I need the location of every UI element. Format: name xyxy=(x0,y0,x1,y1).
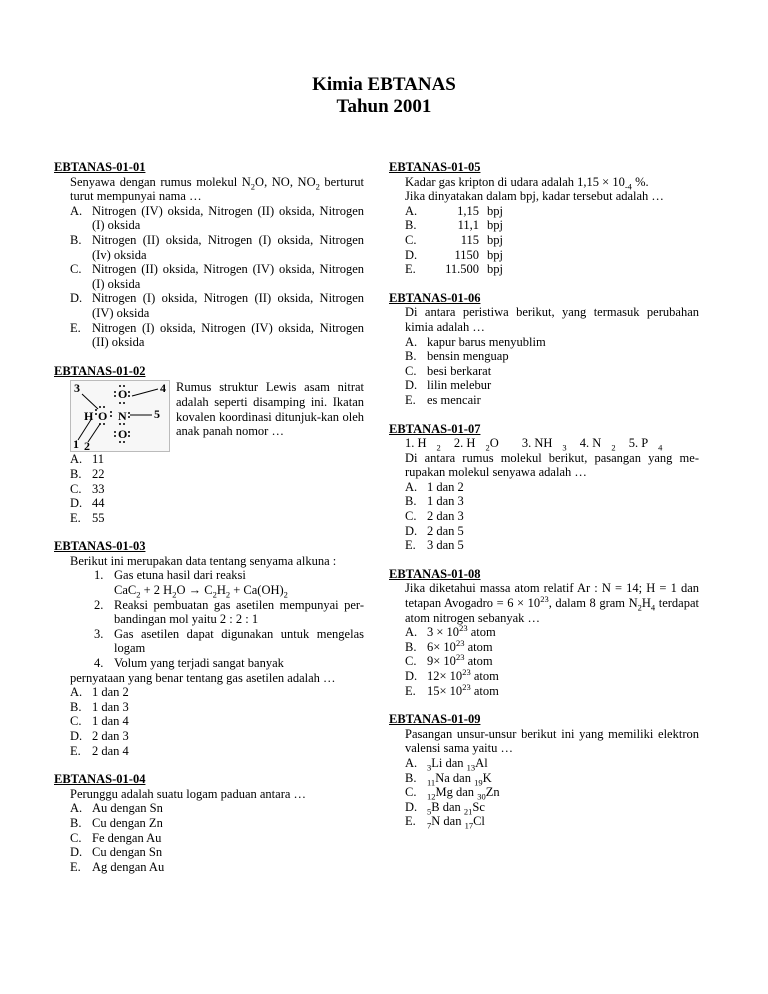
option-letter: E. xyxy=(70,510,81,525)
option-text: Nitrogen (I) oksida, Nitrogen (II) oksida, Nitrogen (IV) oksida xyxy=(92,291,364,320)
option-text: lilin melebur xyxy=(427,378,492,393)
answer-option xyxy=(389,800,699,815)
answer-option xyxy=(54,204,364,233)
option-letter: C. xyxy=(405,363,417,378)
lewis-row xyxy=(54,380,364,452)
option-text: $_{12}$Mg dan $_{30}$Zn xyxy=(427,785,500,802)
option-text: 2 dan 5 xyxy=(427,523,464,538)
answer-option xyxy=(54,729,364,744)
answer-option xyxy=(389,681,699,699)
question-01-07 xyxy=(389,422,699,553)
option-letter: E. xyxy=(70,320,81,335)
molecule-5: 5. P $_4$ xyxy=(628,436,663,453)
option-text: 3 dan 5 xyxy=(427,538,464,553)
option-text: Au dengan Sn xyxy=(92,801,163,816)
question-heading: EBTANAS-01-01 xyxy=(54,160,146,174)
answer-option xyxy=(54,714,364,729)
option-letter: B. xyxy=(405,494,417,509)
question-intro: Berikut ini merupakan data tentang senyama alkuna : xyxy=(70,553,337,568)
answer-option xyxy=(54,744,364,759)
option-text: $6\times 10^{23}$ atom xyxy=(427,637,493,654)
answer-option xyxy=(389,218,699,233)
option-letter: B. xyxy=(70,466,82,481)
answer-option xyxy=(54,511,364,526)
option-text: 22 xyxy=(92,466,105,481)
option-text: 1 dan 2 xyxy=(427,479,464,494)
atom-h: H xyxy=(84,409,94,424)
answer-option xyxy=(389,637,699,655)
option-text: 1 dan 3 xyxy=(427,494,464,509)
item-text: Reaksi pembuatan gas asetilen mempunyai per-bandingan mol yaitu 2 : 2 : 1 xyxy=(114,597,364,627)
answer-option xyxy=(389,335,699,350)
answer-option xyxy=(389,625,699,640)
item-number: 2. xyxy=(94,597,104,612)
option-letter: B. xyxy=(405,639,417,654)
option-value: 11,1 xyxy=(457,218,479,233)
statement-item xyxy=(54,627,364,656)
option-text: besi berkarat xyxy=(427,363,492,378)
option-letter: C. xyxy=(405,654,417,669)
eq-part: CaC xyxy=(114,583,137,598)
option-text: Nitrogen (IV) oksida, Nitrogen (II) oksida, Nitrogen (I) oksida xyxy=(92,203,364,233)
question-01-01 xyxy=(54,160,364,350)
option-value: 115 xyxy=(460,232,479,247)
option-letter: C. xyxy=(70,481,82,496)
answer-option xyxy=(54,845,364,860)
answer-option xyxy=(54,482,364,497)
option-letter: C. xyxy=(405,232,417,247)
question-stem: Di antara peristiwa berikut, yang termasuk perubahan kimia adalah … xyxy=(405,305,699,334)
option-text: $_3$Li dan $_{13}$Al xyxy=(427,755,488,773)
question-stem: Di antara rumus molekul berikut, pasangan yang me-rupakan molekul senyawa adalah … xyxy=(405,450,699,480)
molecule-4: 4. N $_2$ xyxy=(579,436,616,453)
option-text: 1 dan 3 xyxy=(92,699,129,714)
option-letter: E. xyxy=(405,814,416,829)
option-text: Cu dengan Zn xyxy=(92,815,163,830)
option-text: $3 \times 10^{23}$ atom xyxy=(427,623,496,640)
option-text: Nitrogen (II) oksida, Nitrogen (I) oksida, Nitrogen (Iv) oksida xyxy=(92,232,364,262)
option-letter: D. xyxy=(70,496,83,511)
statement-item xyxy=(54,598,364,627)
option-text: 11 xyxy=(92,452,105,467)
question-01-08 xyxy=(389,567,699,698)
answer-option xyxy=(54,685,364,700)
option-unit: bpj xyxy=(487,218,503,233)
answer-option xyxy=(389,756,699,771)
option-text: 1 dan 2 xyxy=(92,685,129,700)
option-letter: A. xyxy=(70,452,83,467)
answer-option xyxy=(389,204,699,219)
molecule-1: 1. H $_2$ xyxy=(405,436,441,453)
arrow-icon: → xyxy=(188,583,202,598)
option-letter: C. xyxy=(405,785,417,800)
answer-option xyxy=(389,349,699,364)
option-letter: D. xyxy=(405,523,418,538)
option-text: 33 xyxy=(92,481,105,496)
answer-option xyxy=(389,785,699,800)
option-text: bensin menguap xyxy=(427,349,509,364)
option-letter: B. xyxy=(70,815,82,830)
stem-text: %. xyxy=(631,174,649,189)
option-text: $_5$B dan $_{21}$Sc xyxy=(427,799,485,817)
answer-option xyxy=(54,700,364,715)
option-text: $9\times 10^{23}$ atom xyxy=(427,652,493,669)
question-heading: EBTANAS-01-09 xyxy=(389,712,481,727)
eq-part: H xyxy=(216,583,226,598)
answer-option xyxy=(54,831,364,846)
option-letter: A. xyxy=(70,801,83,816)
option-letter: D. xyxy=(70,845,83,860)
exponent: -4 xyxy=(624,181,632,192)
option-text: kapur barus menyublim xyxy=(427,334,546,349)
question-stem: Senyawa dengan rumus molekul $N_2O$, NO, $NO_2$ berturut turut mempunyai nama … xyxy=(70,174,364,204)
atom-o-bottom: O xyxy=(118,427,128,442)
eq-part: O xyxy=(176,583,189,598)
page-title: Kimia EBTANAS xyxy=(312,74,456,95)
answer-option xyxy=(54,291,364,320)
answer-option xyxy=(389,654,699,669)
option-letter: B. xyxy=(405,770,417,785)
answer-option xyxy=(389,233,699,248)
right-column xyxy=(389,160,699,843)
option-text: Nitrogen (I) oksida, Nitrogen (IV) oksida, Nitrogen (II) oksida xyxy=(92,320,364,350)
statement-item xyxy=(54,568,364,583)
question-01-06 xyxy=(389,291,699,408)
stem-text: H xyxy=(641,596,651,611)
option-letter: A. xyxy=(70,685,83,700)
answer-option xyxy=(389,494,699,509)
answer-option xyxy=(389,248,699,263)
option-letter: E. xyxy=(405,262,416,277)
lewis-structure-diagram xyxy=(70,380,170,452)
option-letter: C. xyxy=(70,262,82,277)
answer-option xyxy=(389,364,699,379)
question-stem: Rumus struktur Lewis asam nitrat adalah seperti disamping ini. Ikatan kovalen koordinasi ditunjuk-kan oleh anak panah nomor … xyxy=(176,380,364,439)
option-text: $_{11}$Na dan $_{19}$K xyxy=(427,770,492,788)
option-text: 2 dan 4 xyxy=(92,743,129,758)
stem-text: Kadar gas kripton di udara adalah 1,15 × 10 xyxy=(405,174,625,189)
question-01-02 xyxy=(54,364,364,526)
answer-option xyxy=(54,452,364,467)
question-heading: EBTANAS-01-03 xyxy=(54,539,146,554)
option-letter: C. xyxy=(70,714,82,729)
option-letter: A. xyxy=(70,203,83,218)
option-text: 1 dan 4 xyxy=(92,714,129,729)
question-01-05 xyxy=(389,160,699,277)
option-letter: D. xyxy=(405,378,418,393)
option-letter: E. xyxy=(70,743,81,758)
option-letter: A. xyxy=(405,755,418,770)
eq-part: + 2 H xyxy=(140,583,173,598)
item-text: Gas asetilen dapat digunakan untuk mengelas logam xyxy=(114,626,364,656)
exponent: 23 xyxy=(540,593,549,604)
option-letter: E. xyxy=(405,392,416,407)
question-heading: EBTANAS-01-02 xyxy=(54,363,146,378)
item-text: Volum yang terjadi sangat banyak xyxy=(114,656,284,671)
answer-option xyxy=(54,262,364,291)
question-stem-2: Jika dinyatakan dalam bpj, kadar tersebut adalah … xyxy=(405,189,664,204)
option-letter: A. xyxy=(405,625,418,640)
question-heading: EBTANAS-01-05 xyxy=(389,160,481,174)
molecule-3: 3. NH $_3$ xyxy=(521,436,567,453)
question-heading: EBTANAS-01-06 xyxy=(389,290,481,305)
atom-o-left: O xyxy=(98,409,108,424)
stem-text: berturut turut mempunyai nama … xyxy=(70,174,364,204)
option-text: 2 dan 3 xyxy=(427,509,464,524)
answer-option xyxy=(389,480,699,495)
label-3: 3 xyxy=(74,381,80,396)
option-letter: B. xyxy=(405,218,417,233)
option-letter: E. xyxy=(70,859,81,874)
option-text: Fe dengan Au xyxy=(92,830,162,845)
label-4: 4 xyxy=(160,381,166,396)
stem-text: O, NO, NO xyxy=(255,174,316,189)
item-number: 1. xyxy=(94,568,104,583)
option-value: 1,15 xyxy=(457,203,479,218)
question-stem: Jika diketahui massa atom relatif Ar : N = 14; H = 1 dan tetapan Avogadro = $6 \times 10^{23}$, dalam 8 gram $N_2H_4$ terdapat atom nitrogen sebanyak … xyxy=(405,581,699,625)
option-letter: D. xyxy=(405,247,418,262)
question-heading: EBTANAS-01-08 xyxy=(389,566,481,581)
reaction-equation: CaC$_2$ + 2 $H_2O \to C_2H_2 + Ca(OH)_2$ xyxy=(114,583,288,600)
answer-option xyxy=(389,378,699,393)
item-number: 4. xyxy=(94,656,104,671)
answer-option xyxy=(389,509,699,524)
option-unit: bpj xyxy=(487,247,503,262)
question-01-03 xyxy=(54,539,364,758)
stem-text: terdapat atom nitrogen sebanyak … xyxy=(405,596,699,625)
option-unit: bpj xyxy=(487,232,503,247)
answer-option xyxy=(389,393,699,408)
option-letter: B. xyxy=(70,232,82,247)
answer-option xyxy=(54,321,364,350)
option-text: $12\times 10^{23}$ atom xyxy=(427,666,499,683)
item-text: Gas etuna hasil dari reaksi xyxy=(114,568,246,583)
option-letter: D. xyxy=(405,669,418,683)
option-letter: B. xyxy=(405,349,417,364)
question-01-09 xyxy=(389,712,699,829)
answer-option xyxy=(389,538,699,553)
stem-text: Jika diketahui massa atom relatif Ar : N = 14; H = 1 dan tetapan Avogadro = 6 × 10 xyxy=(405,581,699,611)
option-letter: B. xyxy=(70,699,82,714)
option-text: es mencair xyxy=(427,392,481,407)
answer-option xyxy=(389,666,699,684)
statement-item xyxy=(54,656,364,671)
answer-option xyxy=(54,496,364,511)
option-letter: C. xyxy=(405,509,417,524)
answer-option xyxy=(54,801,364,816)
option-text: $15\times 10^{23}$ atom xyxy=(427,681,499,698)
option-text: Cu dengan Sn xyxy=(92,845,163,860)
option-text: 55 xyxy=(92,510,105,525)
question-stem: Perunggu adalah suatu logam paduan antara … xyxy=(70,786,307,801)
item-number: 3. xyxy=(94,626,104,641)
atom-n: N xyxy=(118,409,127,424)
option-letter: E. xyxy=(405,683,416,698)
option-text: Nitrogen (II) oksida, Nitrogen (IV) oksida, Nitrogen (I) oksida xyxy=(92,262,364,291)
molecule-2: 2. H $_2$O xyxy=(453,436,499,453)
option-letter: E. xyxy=(405,538,416,553)
molecule-list xyxy=(389,436,699,451)
option-value: 11.500 xyxy=(445,262,479,277)
option-unit: bpj xyxy=(487,203,503,218)
question-stem: Pasangan unsur-unsur berikut ini yang memiliki elektron valensi sama yaitu … xyxy=(405,726,699,756)
answer-option xyxy=(389,262,699,277)
question-stem xyxy=(389,175,699,190)
stem-text: , dalam 8 gram N xyxy=(548,596,638,611)
option-text: $_7$N dan $_{17}$Cl xyxy=(427,814,485,831)
question-01-04 xyxy=(54,772,364,874)
label-1: 1 xyxy=(73,437,79,452)
answer-option xyxy=(389,814,699,829)
question-outro: pernyataan yang benar tentang gas asetilen adalah … xyxy=(70,670,336,685)
option-letter: D. xyxy=(405,799,418,814)
option-value: 1150 xyxy=(454,247,479,262)
option-text: 44 xyxy=(92,496,105,511)
answer-option xyxy=(54,816,364,831)
stem-text: Senyawa dengan rumus molekul N xyxy=(70,174,251,189)
option-letter: C. xyxy=(70,830,82,845)
option-letter: A. xyxy=(405,479,418,494)
answer-option xyxy=(54,467,364,482)
option-letter: D. xyxy=(70,291,83,306)
eq-part: + Ca(OH) xyxy=(230,583,284,598)
option-text: Ag dengan Au xyxy=(92,859,165,874)
label-5: 5 xyxy=(154,407,160,422)
option-letter: D. xyxy=(70,729,83,743)
question-heading: EBTANAS-01-04 xyxy=(54,772,146,787)
answer-option xyxy=(389,524,699,539)
answer-option xyxy=(54,233,364,262)
question-heading: EBTANAS-01-07 xyxy=(389,421,481,436)
label-2: 2 xyxy=(84,439,90,453)
eq-part: C xyxy=(201,583,213,598)
option-unit: bpj xyxy=(487,262,503,277)
left-column xyxy=(54,160,364,888)
answer-option xyxy=(389,771,699,786)
option-letter: A. xyxy=(405,334,418,349)
atom-o-top: O xyxy=(118,387,128,402)
page-subtitle: Tahun 2001 xyxy=(336,96,432,117)
answer-option xyxy=(54,860,364,875)
option-text: 2 dan 3 xyxy=(92,729,129,743)
option-letter: A. xyxy=(405,203,418,218)
